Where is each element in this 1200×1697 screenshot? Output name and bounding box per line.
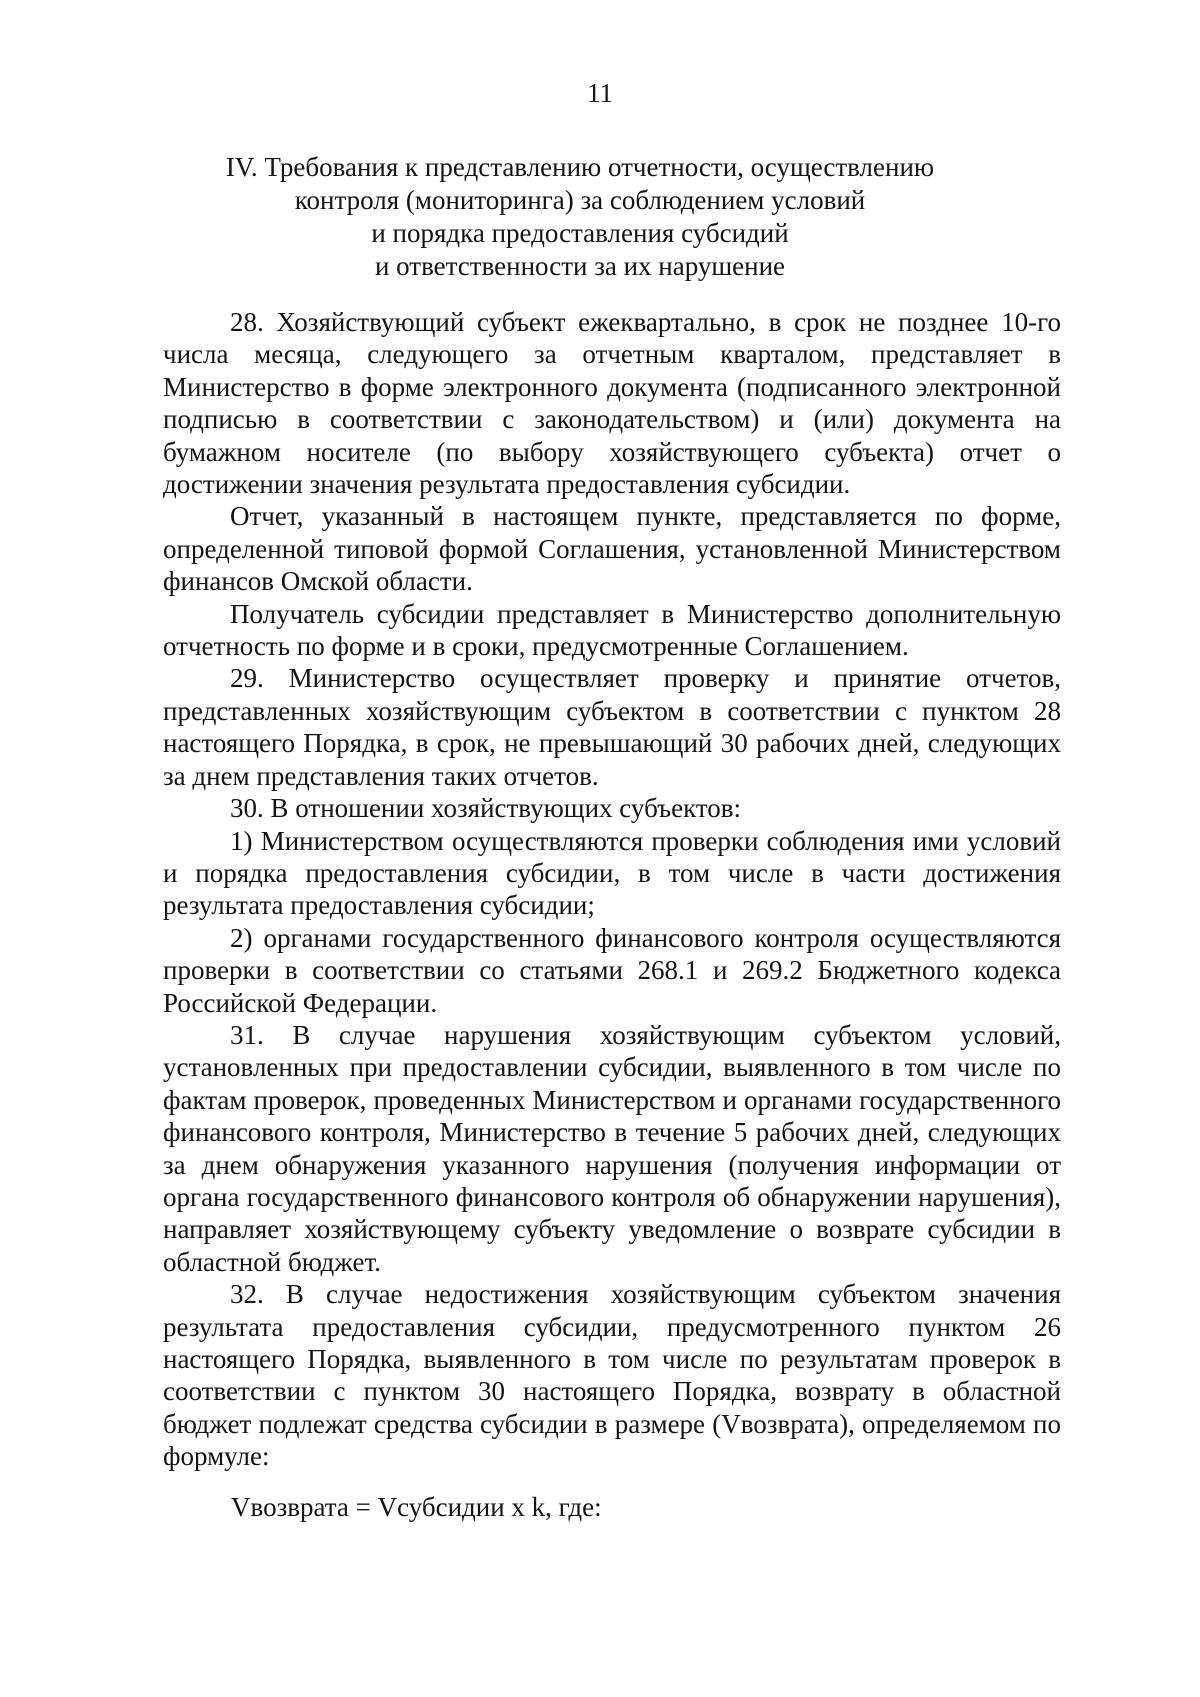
body-text — [163, 306, 1061, 1473]
section-title-line: и порядка предоставления субсидий — [371, 218, 789, 248]
return-formula: Vвозврата = Vсубсидии x k, где: — [231, 1492, 602, 1522]
paragraph-30: 30. В отношении хозяйствующих субъектов: — [230, 793, 742, 824]
section-title-line: IV. Требования к представлению отчетности, осуществлению — [225, 152, 935, 182]
paragraph-28: 28. Хозяйствующий субъект ежеквартально, в срок не позднее 10-го числа месяца, следующего за отчетным кварталом, представляет в Министерство в форме электронного документа (подписанного электронной подписью в соответствии с законодательством) и (или) документа на бумажном носителе (по выбору хозяйствующего субъекта) отчет о достижении значения результата предоставления субсидии. — [163, 307, 1061, 500]
paragraph-29: 29. Министерство осуществляет проверку и принятие отчетов, представленных хозяйствующим субъектом в соответствии с пунктом 28 настоящего Порядка, в срок, не превышающий 30 рабочих дней, следующих за днем представления таких отчетов. — [163, 663, 1061, 791]
paragraph-30-item-1: 1) Министерством осуществляются проверки соблюдения ими условий и порядка предоставления субсидии, в том числе в части достижения результата предоставления субсидии; — [163, 825, 1061, 921]
paragraph-report-form: Отчет, указанный в настоящем пункте, представляется по форме, определенной типовой формой Соглашения, установленной Министерством финансов Омской области. — [163, 501, 1061, 597]
section-title — [200, 151, 960, 283]
section-title-line: и ответственности за их нарушение — [374, 251, 786, 281]
section-title-line: контроля (мониторинга) за соблюдением условий — [294, 185, 866, 215]
paragraph-additional-reporting: Получатель субсидии представляет в Министерство дополнительную отчетность по форме и в сроки, предусмотренные Соглашением. — [163, 598, 1061, 662]
paragraph-32: 32. В случае недостижения хозяйствующим субъектом значения результата предоставления субсидии, предусмотренного пунктом 26 настоящего Порядка, выявленного в том числе по результатам проверок в соответствии с пунктом 30 настоящего Порядка, возврату в областной бюджет подлежат средства субсидии в размере (Vвозврата), определяемом по формуле: — [163, 1279, 1061, 1472]
paragraph-30-item-2: 2) органами государственного финансового контроля осуществляются проверки в соответствии со статьями 268.1 и 269.2 Бюджетного кодекса Российской Федерации. — [163, 922, 1061, 1018]
paragraph-31: 31. В случае нарушения хозяйствующим субъектом условий, установленных при предоставлении субсидии, выявленного в том числе по фактам проверок, проведенных Министерством и органами государственного финансового контроля, Министерство в течение 5 рабочих дней, следующих за днем обнаружения указанного нарушения (получения информации от органа государственного финансового контроля об обнаружении нарушения), направляет хозяйствующему субъекту уведомление о возврате субсидии в областной бюджет. — [163, 1019, 1061, 1277]
page-number: 11 — [587, 78, 613, 108]
